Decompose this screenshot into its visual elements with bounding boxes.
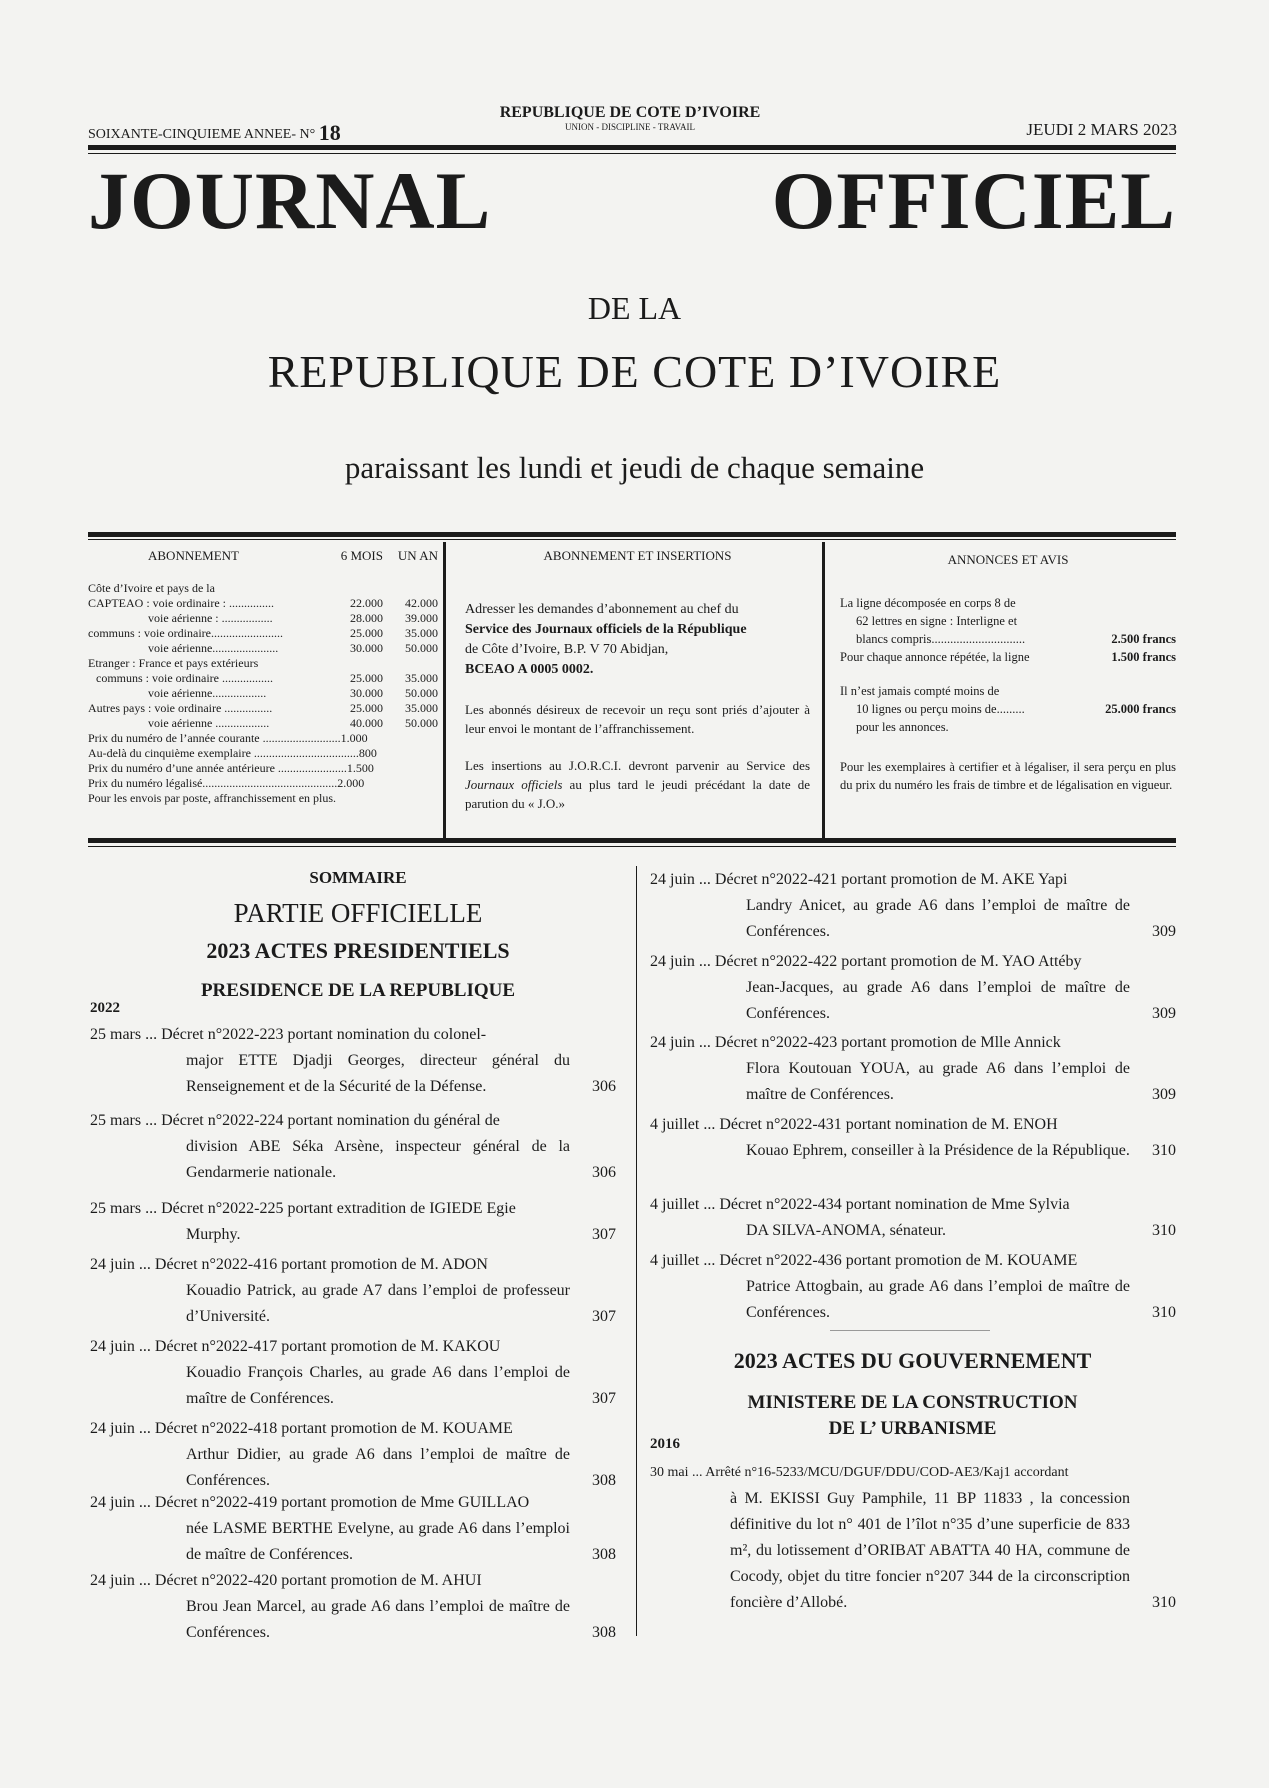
ministere-heading-2: DE L’ URBANISME [828,1418,997,1439]
summary-entry [90,1334,616,1412]
subscription-row-year [407,746,438,761]
masthead-officiel: OFFICIEL [771,155,1176,246]
subscription-row-year: 50.000 [405,716,438,730]
rate-line-2: 62 lettres en signe : Interligne et [856,614,1018,628]
subscription-row-label: Prix du numéro d’une année antérieure .......................1.500 [88,761,374,775]
subscription-row-label: communs : voie ordinaire ................. [96,671,273,685]
entry-text: Jean-Jacques, au grade A6 dans l’emploi de maître de Conférences. [746,979,1130,1022]
subscription-row-label: Prix du numéro de l’année courante ..........................1.000 [88,731,368,745]
subscription-row-six: 25.000 [350,701,383,715]
entry-text: DA SILVA-ANOMA, sénateur. [746,1222,946,1239]
subscription-row [88,611,438,626]
column-divider [636,866,637,1636]
subscription-row [88,776,438,791]
issue-number: 18 [318,120,341,145]
subscription-row-year: 50.000 [405,641,438,655]
inserts-receipt: Les abonnés désireux de recevoir un reçu sont priés d’ajouter à leur envoi le montant de l’affranchissement. [465,702,810,736]
entry-text: Landry Anicet, au grade A6 dans l’emploi de maître de Conférences. [746,897,1130,940]
subscription-row-six: 22.000 [350,596,383,610]
entry-first-line: 24 juin ... Décret n°2022-417 portant promotion de M. KAKOU [90,1338,501,1355]
subscription-row-six: 25.000 [350,671,383,685]
entry-text: née LASME BERTHE Evelyne, au grade A6 dans l’emploi de maître de Conférences. [186,1520,570,1563]
arrete-text: à M. EKISSI Guy Pamphile, 11 BP 11833 , la concession définitive du lot n° 401 de l’îlot n°35 d’une superficie de 833 m², du lotissement d’ORIBAT ABATTA 40 HA, commune de Cocody, objet du titre foncier n°207 344 de la circonscription foncière d’Allobé. [730,1490,1130,1611]
inserts-address-2: Service des Journaux officiels de la République [465,622,747,637]
year-2022: 2022 [90,1000,120,1016]
entry-text: Kouao Ephrem, conseiller à la Présidence de la République. [746,1142,1130,1159]
entry-page: 309 [1152,1005,1176,1022]
legalisation-note: Pour les exemplaires à certifier et à légaliser, il sera perçu en plus du prix du numéro les frais de timbre et de légalisation en vigueur. [840,760,1176,792]
entry-text: Arthur Didier, au grade A6 dans l’emploi de maître de Conférences. [186,1446,570,1489]
arrete-page: 310 [1152,1594,1176,1611]
announcements-header: ANNONCES ET AVIS [947,552,1069,567]
inserts-deadline-b: Journaux officiels [465,777,563,792]
entry-page: 308 [592,1624,616,1641]
summary-entry [650,949,1176,1027]
rate-row-1 [840,630,1176,648]
entry-first-line: 25 mars ... Décret n°2022-224 portant nomination du général de [90,1112,500,1129]
entry-first-line: 4 juillet ... Décret n°2022-431 portant nomination de M. ENOH [650,1116,1058,1133]
subscription-row-label: voie aérienne...................... [148,641,279,655]
summary-entry [650,867,1176,945]
subscription-row-label: voie aérienne .................. [148,716,270,730]
summary-entry [650,1030,1176,1108]
subscription-row [88,656,438,671]
subscription-row-six [368,731,403,746]
inserts-deadline [465,756,810,813]
inserts-deadline-a: Les insertions au J.O.R.C.I. devront parvenir au Service des [465,758,810,773]
summary-entry [90,1022,616,1100]
subscription-row-label: Au-delà du cinquième exemplaire ...................................800 [88,746,377,760]
subscription-row-six: 30.000 [350,641,383,655]
entry-text: Kouadio François Charles, au grade A6 dans l’emploi de maître de Conférences. [186,1364,570,1407]
subscription-row-six [328,656,383,671]
inserts-header: ABONNEMENT ET INSERTIONS [543,548,732,563]
summary-entry [650,1112,1176,1164]
entry-page: 308 [592,1472,616,1489]
subscription-row-six: 40.000 [350,716,383,730]
subscription-row-year: 35.000 [405,701,438,715]
entry-page: 310 [1152,1222,1176,1239]
subscription-row-year [387,791,438,806]
republic-name: REPUBLIQUE DE COTE D’IVOIRE [499,104,761,121]
summary-entry [90,1568,616,1646]
one-year-header: UN AN [397,548,438,563]
announcement-rates [840,594,1176,794]
box-divider-1 [443,542,446,838]
subscription-rows [88,581,438,806]
publication-frequency: paraissant les lundi et jeudi de chaque semaine [344,450,925,485]
arrete-entry [650,1460,1176,1616]
entry-page: 309 [1152,923,1176,940]
subscription-row [88,671,438,686]
subscription-row-label: voie aérienne.................. [148,686,267,700]
arrete-first-line: 30 mai ... Arrêté n°16-5233/MCU/DGUF/DDU/COD-AE3/Kaj1 accordant [650,1465,1069,1480]
subscription-row-label: Autres pays : voie ordinaire ................ [88,701,273,715]
subscription-row-six: 30.000 [350,686,383,700]
rate-price-1: 2.500 francs [1111,632,1176,646]
issue-line [88,120,341,146]
rate-price-3: 25.000 francs [1105,702,1176,716]
entry-page: 310 [1152,1142,1176,1159]
rate-line-6: 10 lignes ou perçu moins de......... [856,702,1025,716]
summary-entry [90,1108,616,1186]
inserts-address-3: de Côte d’Ivoire, B.P. V 70 Abidjan, [465,642,669,657]
entry-first-line: 25 mars ... Décret n°2022-225 portant extradition de IGIEDE Egie [90,1200,516,1217]
actes-presidentiels-heading: 2023 ACTES PRESIDENTIELS [206,938,510,963]
subscription-row [88,581,438,596]
inserts-address-4: BCEAO A 0005 0002. [465,662,594,677]
entry-first-line: 25 mars ... Décret n°2022-223 portant nomination du colonel- [90,1026,487,1043]
summary-entry [90,1490,616,1568]
subscription-row-year [383,581,438,596]
subscription-row-year: 39.000 [405,611,438,625]
subscription-table [88,548,438,806]
entry-text: Kouadio Patrick, au grade A7 dans l’emploi de professeur d’Université. [186,1282,570,1325]
box-top-rule [88,532,1176,537]
rate-line-5: Il n’est jamais compté moins de [840,684,1000,698]
subscription-row-year: 42.000 [405,596,438,610]
masthead [88,155,1176,246]
actes-gouvernement-heading: 2023 ACTES DU GOUVERNEMENT [733,1348,1092,1373]
subscription-row-year: 50.000 [405,686,438,700]
subscription-row-year [401,776,438,791]
republic-header [430,104,830,132]
subscription-row-six: 25.000 [350,626,383,640]
summary-entry [90,1252,616,1330]
subscription-row-label: CAPTEAO : voie ordinaire : ............... [88,596,274,610]
entry-first-line: 24 juin ... Décret n°2022-420 portant promotion de M. AHUI [90,1572,482,1589]
subscription-row [88,761,438,776]
subscription-row-label: Prix du numéro légalisé.............................................2.000 [88,776,365,790]
entry-first-line: 4 juillet ... Décret n°2022-436 portant promotion de M. KOUAME [650,1252,1078,1269]
partie-officielle-heading: PARTIE OFFICIELLE [233,898,483,928]
subscription-row-six [328,581,383,596]
subscription-row-label: communs : voie ordinaire........................ [88,626,283,640]
de-la: DE LA [587,290,682,326]
entry-page: 307 [592,1226,616,1243]
entry-page: 306 [592,1164,616,1181]
subscription-row [88,641,438,656]
header-rule-thin [88,153,1176,154]
entry-page: 309 [1152,1086,1176,1103]
subscription-row-six [374,761,406,776]
rate-line-3: blancs compris.............................. [856,632,1026,646]
republic-title: REPUBLIQUE DE COTE D’IVOIRE [267,346,1002,397]
summary-entry [650,1192,1176,1244]
entry-text: Brou Jean Marcel, au grade A6 dans l’emploi de maître de Conférences. [186,1598,570,1641]
entry-first-line: 24 juin ... Décret n°2022-423 portant promotion de Mlle Annick [650,1034,1061,1051]
subscription-row-label: Côte d’Ivoire et pays de la [88,581,215,595]
rate-line-7: pour les annonces. [856,720,949,734]
masthead-journal: JOURNAL [88,155,492,246]
rate-line-4: Pour chaque annonce répétée, la ligne [840,650,1030,664]
summary-entry [650,1248,1176,1326]
subscription-row-year: 35.000 [405,626,438,640]
entry-page: 307 [592,1390,616,1407]
entry-page: 306 [592,1078,616,1095]
rate-row-3 [840,700,1176,718]
subscription-row-label: Pour les envois par poste, affranchissement en plus. [88,791,337,805]
sommaire-heading: SOMMAIRE [309,868,407,887]
announcements-box [840,552,1176,794]
presidence-heading: PRESIDENCE DE LA REPUBLIQUE [200,980,516,1001]
year-edition: SOIXANTE-CINQUIEME ANNEE- N° [88,127,316,142]
subscription-row-year [406,761,438,776]
subscription-row-year [403,731,438,746]
box-top-rule-thin [88,539,1176,540]
entry-text: Murphy. [186,1226,241,1243]
subscription-row-year [383,656,438,671]
inserts-address [465,600,810,680]
subscription-row-label: voie aérienne : ................. [148,611,273,625]
subscription-label: ABONNEMENT [148,548,239,563]
entry-first-line: 24 juin ... Décret n°2022-421 portant promotion de M. AKE Yapi [650,871,1068,888]
header-rule [88,145,1176,150]
section-separator [830,1330,990,1331]
rate-price-2: 1.500 francs [1111,650,1176,664]
entry-first-line: 24 juin ... Décret n°2022-422 portant promotion de M. YAO Attéby [650,953,1082,970]
six-months-header: 6 MOIS [340,548,383,563]
summary-entry [90,1196,616,1248]
entry-page: 307 [592,1308,616,1325]
subscription-row [88,596,438,611]
subscription-row-year: 35.000 [405,671,438,685]
summary-entry [90,1416,616,1494]
issue-date: JEUDI 2 MARS 2023 [1026,120,1177,139]
subscription-row [88,701,438,716]
entry-page: 310 [1152,1304,1176,1321]
inserts-address-1: Adresser les demandes d’abonnement au chef du [465,602,739,617]
entry-first-line: 24 juin ... Décret n°2022-418 portant promotion de M. KOUAME [90,1420,513,1437]
ministere-heading-1: MINISTERE DE LA CONSTRUCTION [747,1392,1078,1413]
subscription-header [88,548,438,563]
box-divider-2 [822,542,825,838]
subscription-row [88,626,438,641]
subscription-row-six: 28.000 [350,611,383,625]
inserts-box [465,548,810,825]
subscription-row [88,746,438,761]
entry-text: division ABE Séka Arsène, inspecteur général de la Gendarmerie nationale. [186,1138,570,1181]
entry-text: Patrice Attogbain, au grade A6 dans l’emploi de maître de Conférences. [746,1278,1130,1321]
entry-first-line: 24 juin ... Décret n°2022-419 portant promotion de Mme GUILLAO [90,1494,530,1511]
subscription-row-label: Etranger : France et pays extérieurs [88,656,259,670]
entry-text: major ETTE Djadji Georges, directeur général du Renseignement et de la Sécurité de la Défense. [186,1052,570,1095]
entry-text: Flora Koutouan YOUA, au grade A6 dans l’emploi de maître de Conférences. [746,1060,1130,1103]
box-bottom-rule-thin [88,846,1176,847]
inserts-deadline-c: au plus tard le jeudi précédant la date de parution du « J.O.» [465,777,810,811]
subscription-row-six [336,791,387,806]
rate-line-1: La ligne décomposée en corps 8 de [840,596,1016,610]
entry-page: 308 [592,1546,616,1563]
subscription-row [88,686,438,701]
box-bottom-rule [88,838,1176,843]
subscription-row-six [364,776,401,791]
entry-first-line: 24 juin ... Décret n°2022-416 portant promotion de M. ADON [90,1256,488,1273]
subscription-row [88,731,438,746]
subscription-row-six [377,746,408,761]
rate-row-2 [840,648,1176,666]
subscription-row [88,791,438,806]
subscription-row [88,716,438,731]
year-2016: 2016 [650,1436,680,1452]
motto: UNION - DISCIPLINE - TRAVAIL [565,122,695,132]
entry-first-line: 4 juillet ... Décret n°2022-434 portant nomination de Mme Sylvia [650,1196,1070,1213]
